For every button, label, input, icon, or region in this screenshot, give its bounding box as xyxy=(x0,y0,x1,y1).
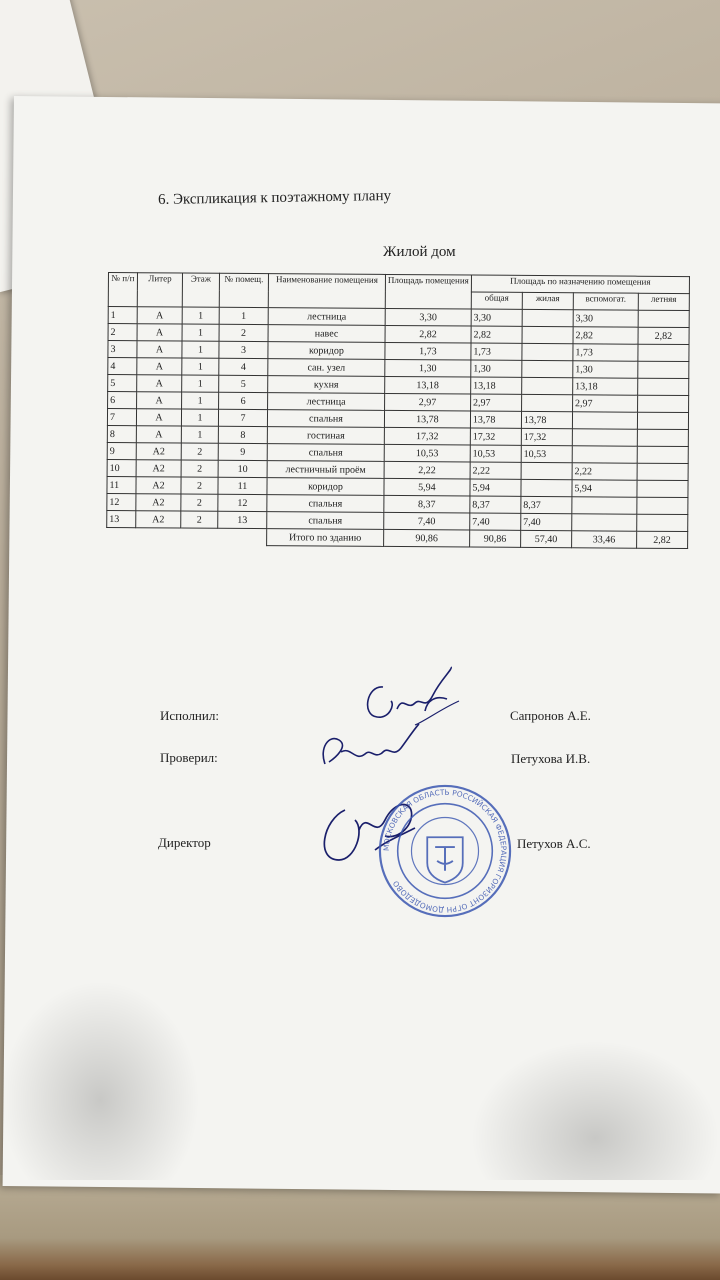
cell-name: спальня xyxy=(267,444,384,462)
cell-total: 8,37 xyxy=(470,496,521,513)
cell-area: 1,73 xyxy=(385,342,471,360)
cell-room: 11 xyxy=(218,477,267,494)
cell-floor: 2 xyxy=(181,511,218,528)
cell-living xyxy=(522,343,573,360)
cell-n: 1 xyxy=(108,307,137,324)
signature-name-checker-wrap xyxy=(511,751,590,767)
signature-role-executor: Исполнил: xyxy=(160,708,219,723)
cell-room: 2 xyxy=(219,324,268,341)
cell-floor: 1 xyxy=(181,409,218,426)
cell-liter: А xyxy=(137,375,182,392)
cell-total: 10,53 xyxy=(470,445,521,462)
cell-summer xyxy=(638,310,689,327)
cell-aux: 5,94 xyxy=(572,480,637,497)
cell-area: 3,30 xyxy=(385,308,471,326)
cell-total: 1,30 xyxy=(471,360,522,377)
cell-total: 3,30 xyxy=(471,309,522,326)
cell-room: 12 xyxy=(218,494,267,511)
hand-shadow-left xyxy=(0,980,200,1180)
cell-area: 8,37 xyxy=(384,495,470,513)
cell-name: спальня xyxy=(267,512,384,530)
cell-living: 10,53 xyxy=(521,445,572,462)
header-liter: Литер xyxy=(137,273,182,307)
signature-name-executor-wrap xyxy=(510,708,591,724)
totals-total: 90,86 xyxy=(469,530,520,547)
document-title: 6. Экспликация к поэтажному плану xyxy=(157,187,392,209)
cell-living: 8,37 xyxy=(521,496,572,513)
cell-floor: 2 xyxy=(181,477,218,494)
cell-room: 10 xyxy=(218,460,267,477)
cell-summer xyxy=(637,395,688,412)
cell-floor: 2 xyxy=(181,443,218,460)
cell-room: 6 xyxy=(219,392,268,409)
cell-floor: 2 xyxy=(181,460,218,477)
cell-n: 3 xyxy=(108,341,137,358)
totals-label: Итого по зданию xyxy=(267,529,384,547)
cell-aux: 13,18 xyxy=(573,378,638,395)
cell-area: 17,32 xyxy=(384,427,470,445)
cell-liter: А xyxy=(137,358,182,375)
cell-name: кухня xyxy=(268,376,385,394)
cell-aux: 2,82 xyxy=(573,327,638,344)
cell-n: 2 xyxy=(108,324,137,341)
explication-table xyxy=(106,272,690,549)
cell-n: 4 xyxy=(108,358,137,375)
cell-living: 13,78 xyxy=(521,411,572,428)
cell-living xyxy=(522,360,573,377)
cell-living xyxy=(521,462,572,479)
cell-room: 8 xyxy=(218,426,267,443)
header-aux: вспомогат. xyxy=(573,293,638,310)
cell-aux xyxy=(572,446,637,463)
signature-row-director xyxy=(158,835,211,851)
cell-area: 13,78 xyxy=(384,410,470,428)
signature-name-director-wrap xyxy=(517,836,591,852)
cell-total: 13,18 xyxy=(471,377,522,394)
cell-liter: А2 xyxy=(136,511,181,528)
cell-area: 1,30 xyxy=(385,359,471,377)
header-floor: Этаж xyxy=(182,273,219,307)
signature-checker-scribble xyxy=(315,718,425,778)
totals-spacer xyxy=(107,527,267,545)
cell-summer xyxy=(637,446,688,463)
cell-total: 5,94 xyxy=(470,479,521,496)
cell-floor: 1 xyxy=(182,358,219,375)
cell-total: 17,32 xyxy=(470,428,521,445)
cell-summer xyxy=(637,497,688,514)
cell-summer xyxy=(638,344,689,361)
cell-aux xyxy=(572,497,637,514)
cell-liter: А xyxy=(136,409,181,426)
cell-name: навес xyxy=(268,325,385,343)
cell-name: гостиная xyxy=(267,427,384,445)
cell-n: 9 xyxy=(107,442,136,459)
header-num: № п/п xyxy=(108,273,137,307)
cell-n: 11 xyxy=(107,476,136,493)
cell-aux xyxy=(572,412,637,429)
cell-living xyxy=(522,377,573,394)
cell-total: 1,73 xyxy=(471,343,522,360)
cell-liter: А xyxy=(137,324,182,341)
totals-aux: 33,46 xyxy=(571,531,636,548)
cell-area: 7,40 xyxy=(384,512,470,530)
cell-aux xyxy=(572,429,637,446)
cell-aux xyxy=(572,514,637,531)
stamp-ring-text: МОСКОВСКАЯ ОБЛАСТЬ РОССИЙСКАЯ ФЕДЕРАЦИЯ ГОРИЗОНТ ОГРН ДОМОДЕДОВО xyxy=(381,787,509,915)
header-summer: летняя xyxy=(638,293,689,310)
cell-summer xyxy=(638,361,689,378)
cell-summer xyxy=(637,412,688,429)
cell-liter: А2 xyxy=(136,443,181,460)
cell-floor: 1 xyxy=(182,392,219,409)
cell-floor: 1 xyxy=(182,307,219,324)
header-by-purpose: Площадь по назначению помещения xyxy=(471,275,689,294)
cell-floor: 1 xyxy=(181,426,218,443)
cell-living: 17,32 xyxy=(521,428,572,445)
cell-area: 13,18 xyxy=(385,376,471,394)
cell-liter: А xyxy=(137,341,182,358)
header-area: Площадь помещения xyxy=(385,274,471,309)
cell-liter: А xyxy=(137,307,182,324)
totals-row xyxy=(107,527,688,548)
cell-name: коридор xyxy=(268,342,385,360)
cell-n: 8 xyxy=(107,425,136,442)
cell-n: 13 xyxy=(107,510,136,527)
signature-role-director: Директор xyxy=(158,835,211,850)
cell-area: 2,22 xyxy=(384,461,470,479)
signature-row-checker xyxy=(160,750,218,766)
cell-living xyxy=(521,479,572,496)
header-living: жилая xyxy=(522,292,573,309)
cell-room: 9 xyxy=(218,443,267,460)
cell-n: 12 xyxy=(107,493,136,510)
cell-summer xyxy=(637,463,688,480)
totals-area: 90,86 xyxy=(384,529,470,547)
hand-shadow-right xyxy=(470,1040,720,1180)
cell-aux: 3,30 xyxy=(573,310,638,327)
signature-name-checker: Петухова И.В. xyxy=(511,751,591,766)
cell-name: лестница xyxy=(268,393,385,411)
cell-summer: 2,82 xyxy=(638,327,689,344)
cell-name: коридор xyxy=(267,478,384,496)
cell-living xyxy=(522,326,573,343)
header-total: общая xyxy=(471,292,522,309)
cell-aux: 2,97 xyxy=(572,395,637,412)
cell-liter: А2 xyxy=(136,494,181,511)
cell-n: 10 xyxy=(107,459,136,476)
cell-living: 7,40 xyxy=(521,513,572,530)
cell-summer xyxy=(638,378,689,395)
cell-area: 5,94 xyxy=(384,478,470,496)
cell-room: 7 xyxy=(218,409,267,426)
cell-aux: 2,22 xyxy=(572,463,637,480)
cell-summer xyxy=(637,429,688,446)
document-subtitle: Жилой дом xyxy=(383,244,456,260)
cell-room: 4 xyxy=(219,358,268,375)
cell-total: 13,78 xyxy=(470,411,521,428)
cell-total: 2,82 xyxy=(471,326,522,343)
cell-liter: А xyxy=(137,392,182,409)
cell-n: 5 xyxy=(108,375,137,392)
cell-area: 2,97 xyxy=(385,393,471,411)
totals-living: 57,40 xyxy=(520,530,571,547)
signature-role-checker: Проверил: xyxy=(160,750,218,765)
totals-summer: 2,82 xyxy=(636,531,687,548)
cell-liter: А2 xyxy=(136,460,181,477)
cell-area: 2,82 xyxy=(385,325,471,343)
cell-floor: 1 xyxy=(182,324,219,341)
signature-name-executor: Сапронов А.Е. xyxy=(510,708,591,723)
cell-area: 10,53 xyxy=(384,444,470,462)
cell-floor: 1 xyxy=(182,341,219,358)
cell-name: спальня xyxy=(267,410,384,428)
cell-summer xyxy=(637,480,688,497)
header-name: Наименование помещения xyxy=(268,274,385,309)
cell-liter: А xyxy=(136,426,181,443)
cell-summer xyxy=(637,514,688,531)
cell-name: лестничный проём xyxy=(267,461,384,479)
cell-aux: 1,30 xyxy=(573,361,638,378)
cell-living xyxy=(521,394,572,411)
cell-room: 3 xyxy=(219,341,268,358)
cell-name: сан. узел xyxy=(268,359,385,377)
cell-living xyxy=(522,309,573,326)
signature-name-director: Петухов А.С. xyxy=(517,836,591,851)
cell-aux: 1,73 xyxy=(573,344,638,361)
cell-room: 5 xyxy=(219,375,268,392)
company-seal-stamp xyxy=(376,782,514,920)
cell-name: спальня xyxy=(267,495,384,513)
cell-total: 7,40 xyxy=(470,513,521,530)
cell-total: 2,97 xyxy=(470,394,521,411)
cell-liter: А2 xyxy=(136,477,181,494)
header-room: № помещ. xyxy=(219,273,268,307)
cell-n: 6 xyxy=(108,392,137,409)
cell-total: 2,22 xyxy=(470,462,521,479)
cell-room: 13 xyxy=(218,511,267,528)
cell-room: 1 xyxy=(219,307,268,324)
cell-name: лестница xyxy=(268,308,385,326)
cell-floor: 1 xyxy=(182,375,219,392)
signature-row-executor xyxy=(160,708,219,724)
cell-n: 7 xyxy=(107,409,136,426)
cell-floor: 2 xyxy=(181,494,218,511)
